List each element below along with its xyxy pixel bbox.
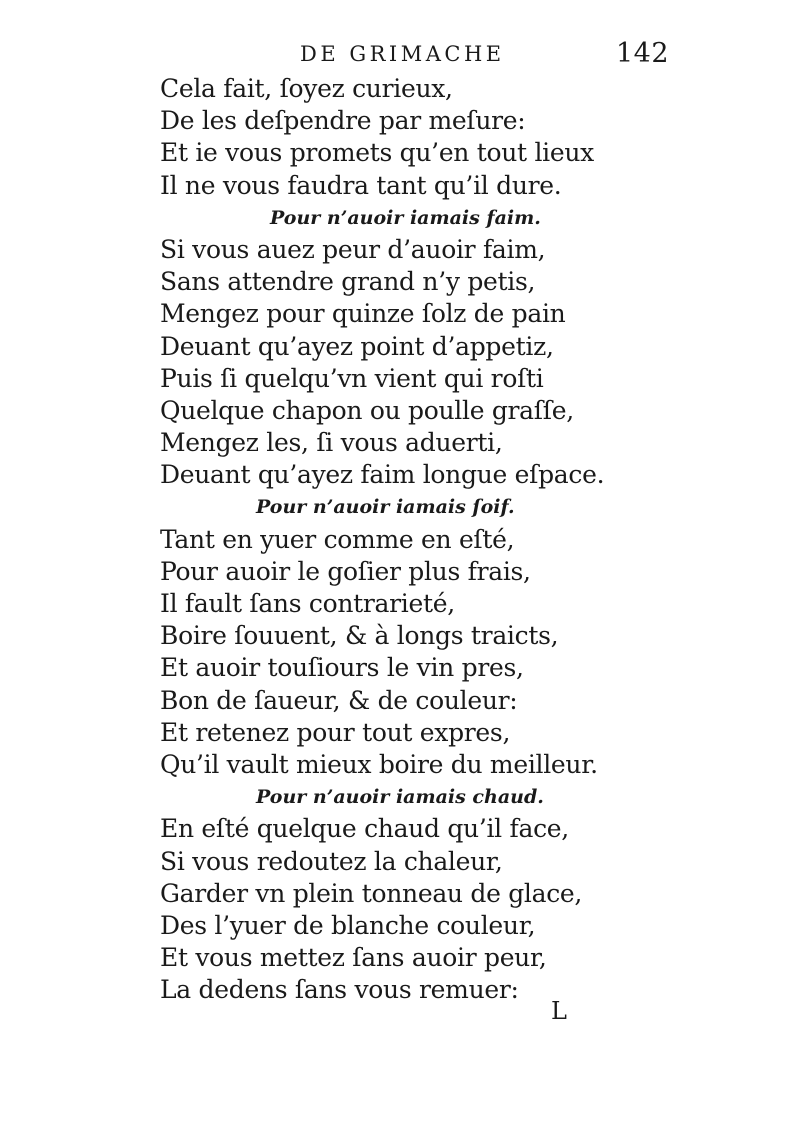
verse-line: Et vous mettez ſans auoir peur,	[160, 943, 547, 973]
verse-line: Pour auoir le goſier plus frais,	[160, 556, 531, 586]
verse-line: Deuant qu’ayez faim longue eſpace.	[160, 460, 605, 490]
verse-line: De les deſpendre par meſure:	[160, 106, 526, 136]
poem-text	[160, 73, 630, 1006]
verse-line: Puis ſi quelqu’vn vient qui roſti	[160, 363, 544, 393]
verse-line: Si vous redoutez la chaleur,	[160, 846, 503, 876]
verse-line: Il ne vous faudra tant qu’il dure.	[160, 170, 562, 200]
verse-line: Boire ſouuent, & à longs traicts,	[160, 621, 559, 651]
verse-line: Tant en yuer comme en eſté,	[160, 524, 515, 554]
verse-line: Deuant qu’ayez point d’appetiz,	[160, 331, 554, 361]
verse-line: Et ie vous promets qu’en tout lieux	[160, 138, 594, 168]
verse-line: Des l’yuer de blanche couleur,	[160, 910, 536, 940]
verse-line: Mengez les, ſi vous aduerti,	[160, 428, 503, 458]
verse-line: Et auoir touſiours le vin pres,	[160, 653, 524, 683]
verse-line: Cela fait, ſoyez curieux,	[160, 74, 453, 103]
verse-line: Mengez pour quinze ſolz de pain	[160, 299, 566, 329]
catchword: L	[551, 997, 567, 1025]
verse-line: Quelque chapon ou poulle graſſe,	[160, 395, 574, 425]
verse-line: La dedens ſans vous remuer:	[160, 975, 519, 1005]
verse-line: Garder vn plein tonneau de glace,	[160, 878, 583, 908]
section-heading: Pour n’auoir iamais ſoif.	[256, 496, 515, 519]
verse-line: En eſté quelque chaud qu’il face,	[160, 814, 569, 844]
page-number: 142	[616, 38, 670, 69]
verse-line: Si vous auez peur d’auoir faim,	[160, 234, 546, 264]
verse-line: Qu’il vault mieux boire du meilleur.	[160, 749, 598, 779]
verse-line: Sans attendre grand n’y petis,	[160, 267, 536, 297]
running-head: DE GRIMACHE	[300, 42, 505, 66]
section-heading: Pour n’auoir iamais faim.	[270, 206, 541, 229]
section-heading: Pour n’auoir iamais chaud.	[256, 786, 544, 809]
verse-line: Il fault ſans contrarieté,	[160, 589, 455, 618]
verse-line: Et retenez pour tout expres,	[160, 717, 511, 747]
verse-line: Bon de ſaueur, & de couleur:	[160, 685, 518, 715]
